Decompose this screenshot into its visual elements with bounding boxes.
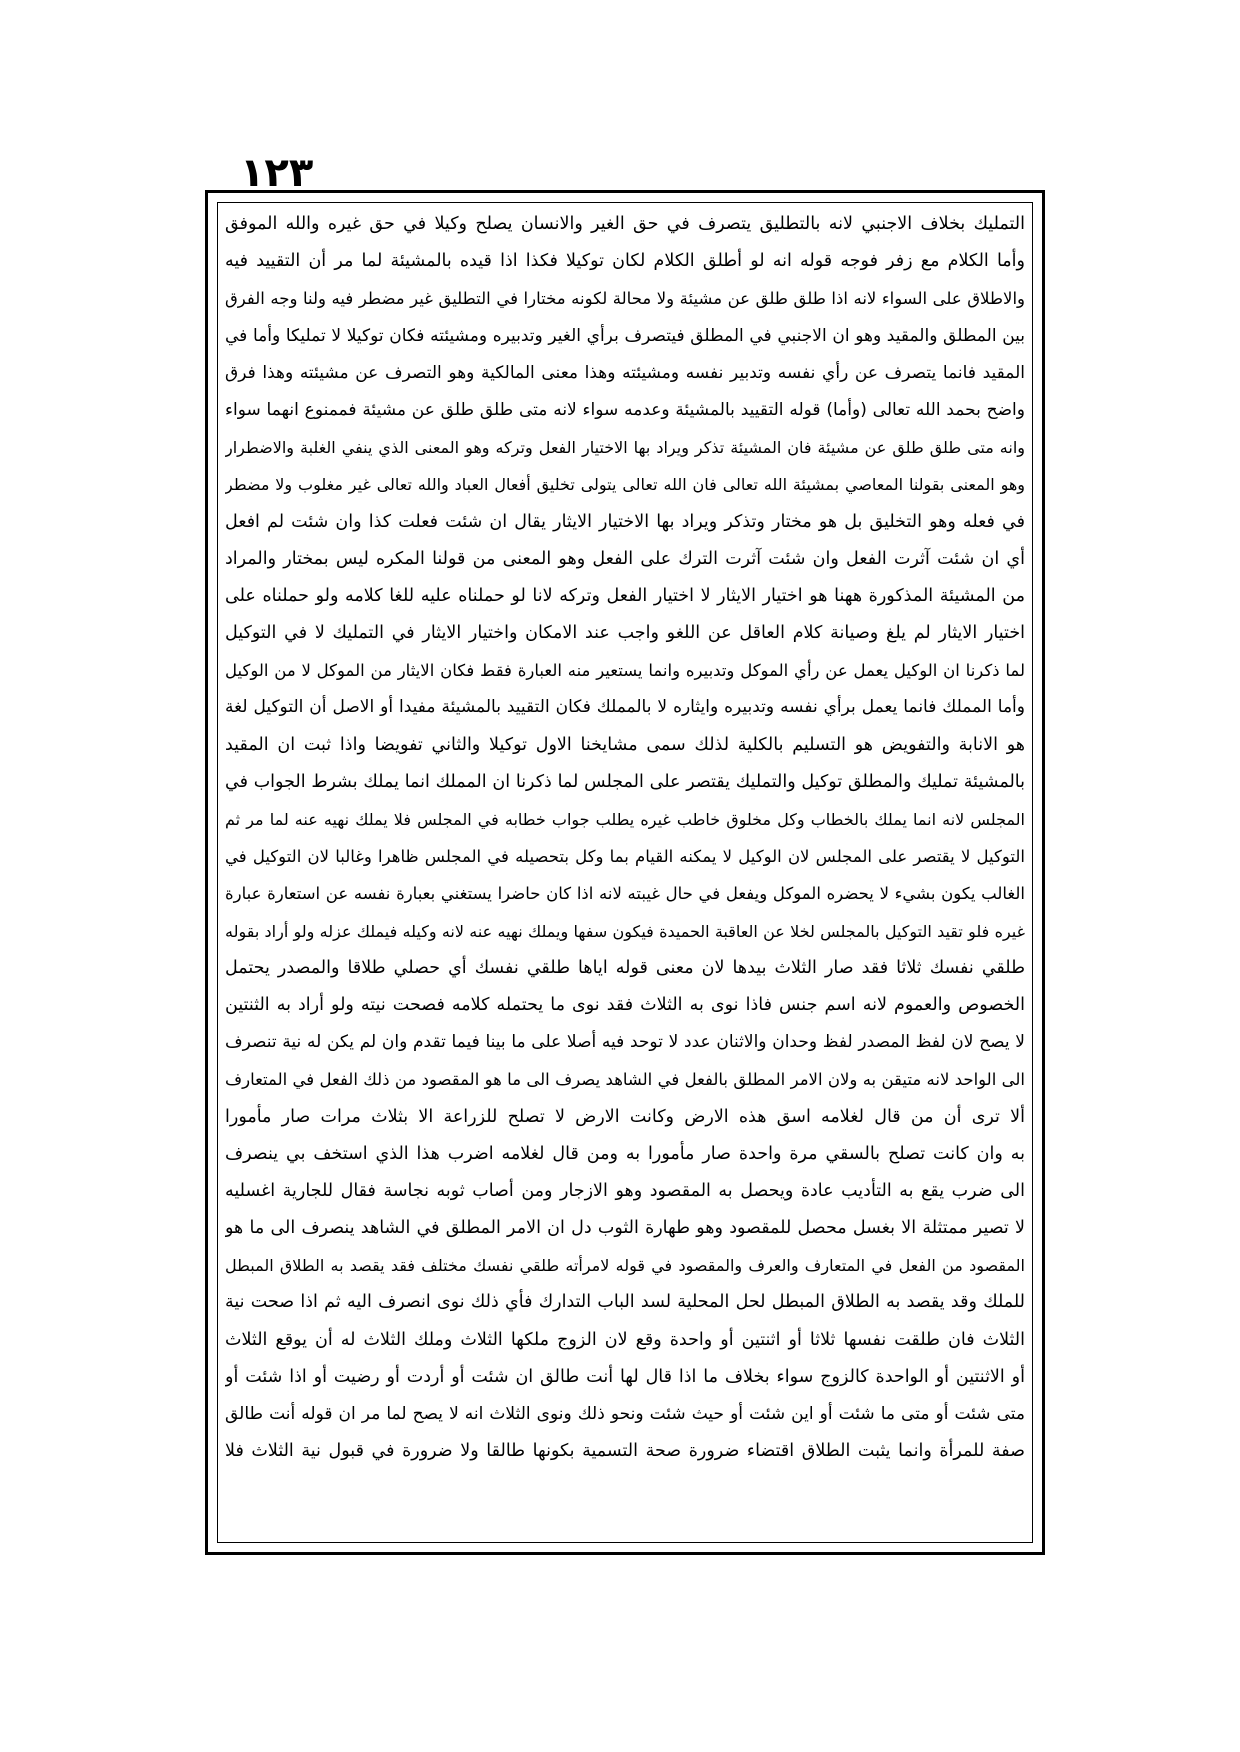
text-line: صفة للمرأة وانما يثبت الطلاق اقتضاء ضرورة صحة التسمية بكونها طالقا ولا ضرورة في قبول نية الثلاث فلا — [225, 1441, 1025, 1462]
text-line: الثلاث فان طلقت نفسها ثلاثا أو اثنتين أو واحدة وقع لان الزوج ملكها الثلاث وملك الثلاث له أن يوقع الثلاث — [225, 1329, 1025, 1350]
text-line: المقيد فانما يتصرف عن رأي نفسه وتدبير نفسه ومشيئته وهذا معنى المالكية وهو التصرف عن مشيئته وهذا فرق — [225, 362, 1025, 383]
text-line: ألا ترى أن من قال لغلامه اسق هذه الارض وكانت الارض لا تصلح للزراعة الا بثلاث مرات صار مأمورا — [225, 1106, 1025, 1127]
text-line: التوكيل لا يقتصر على المجلس لان الوكيل لا يمكنه القيام بما وكل بتحصيله في المجلس ظاهرا وغالبا لان التوكيل في — [225, 847, 1025, 867]
page-number: ۱۲۳ — [240, 150, 314, 196]
text-line: في فعله وهو التخليق بل هو مختار وتذكر ويراد بها الاختيار الايثار يقال ان شئت فعلت كذا وان شئت لم افعل — [225, 511, 1025, 532]
text-line: للملك وقد يقصد به الطلاق المبطل لحل المحلية لسد الباب التدارك فأي ذلك نوى انصرف اليه ثم اذا صحت نية — [225, 1292, 1025, 1313]
text-line: أو الاثنتين أو الواحدة كالزوج سواء بخلاف ما اذا قال لها أنت طالق ان شئت أو أردت أو رضيت أو اذا شئت أو — [225, 1366, 1025, 1387]
text-line: المقصود من الفعل في المتعارف والعرف والمقصود في قوله لامرأته طلقي نفسك مختلف فقد يقصد به الطلاق المبطل — [225, 1256, 1025, 1276]
text-line: هو الانابة والتفويض هو التسليم بالكلية لذلك سمى مشايخنا الاول توكيلا والثاني تفويضا واذا ثبت ان المقيد — [225, 734, 1025, 755]
text-line: بالمشيئة تمليك والمطلق توكيل والتمليك يقتصر على المجلس لما ذكرنا ان المملك انما يملك بشرط الجواب في — [225, 771, 1025, 792]
text-line: غيره فلو تقيد التوكيل بالمجلس لخلا عن العاقبة الحميدة فيكون سفها ويملك نهيه عنه لانه وكيله فيملك عزله ولو أراد بقوله — [225, 921, 1025, 941]
text-line: اختيار الايثار لم يلغ وصيانة كلام العاقل عن اللغو واجب عند الامكان واختيار الايثار في التمليك لا في التوكيل — [225, 623, 1025, 644]
text-line: به وان كانت تصلح بالسقي مرة واحدة صار مأمورا به ومن قال لغلامه اضرب هذا الذي استخف بي ينصرف — [225, 1143, 1025, 1164]
text-line: بين المطلق والمقيد وهو ان الاجنبي في المطلق فيتصرف برأي الغير وتدبيره ومشيئته فكان توكيلا لا تمليكا وأما في — [225, 325, 1025, 346]
text-line: الى الواحد لانه متيقن به ولان الامر المطلق بالفعل في الشاهد يصرف الى ما هو المقصود من ذلك الفعل في المتعارف — [225, 1070, 1025, 1090]
text-line: لا يصح لان لفظ المصدر لفظ وحدان والاثنان عدد لا توحد فيه أصلا على ما بينا فيما تقدم وان لم يكن له نية تنصرف — [225, 1032, 1025, 1053]
text-line: لا تصير ممتثلة الا بغسل محصل للمقصود وهو طهارة الثوب دل ان الامر المطلق في الشاهد ينصرف الى ما هو — [225, 1218, 1025, 1239]
text-line: وأما المملك فانما يعمل برأي نفسه وتدبيره وايثاره لا بالمملك فكان التقييد بالمشيئة مفيدا أو الاصل أن التوكيل لغة — [225, 697, 1025, 718]
text-line: أي ان شئت آثرت الفعل وان شئت آثرت الترك على الفعل وهو المعنى من قولنا المكره ليس بمختار والمراد — [225, 548, 1025, 569]
text-body — [225, 206, 1025, 1546]
text-line: والاطلاق على السواء لانه اذا طلق طلق عن مشيئة ولا محالة لكونه مختارا في التطليق غير مضطر فيه ولنا وجه الفرق — [225, 289, 1025, 309]
text-line: المجلس لانه انما يملك بالخطاب وكل مخلوق خاطب غيره يطلب جواب خطابه في المجلس فلا يملك نهيه عنه لما مر ثم — [225, 810, 1025, 829]
text-line: التمليك بخلاف الاجنبي لانه بالتطليق يتصرف في حق الغير والانسان يصلح وكيلا في حق غيره والله الموفق — [225, 214, 1025, 234]
text-line: واضح بحمد الله تعالى (وأما) قوله التقييد بالمشيئة وعدمه سواء لانه متى طلق طلق عن مشيئة فممنوع انهما سواء — [225, 399, 1025, 420]
text-line: وهو المعنى بقولنا المعاصي بمشيئة الله تعالى فان الله تعالى يتولى تخليق أفعال العباد والله تعالى غير مغلوب ولا مضطر — [225, 475, 1025, 495]
text-line: الغالب يكون بشيء لا يحضره الموكل ويفعل في حال غيبته لانه اذا كان حاضرا يستغني بعبارة نفسه عن استعارة عبارة — [225, 884, 1025, 904]
text-line: متى شئت أو متى ما شئت أو اين شئت أو حيث شئت ونحو ذلك ونوى الثلاث انه لا يصح لما مر ان قوله أنت طالق — [225, 1404, 1025, 1424]
text-line: لما ذكرنا ان الوكيل يعمل عن رأي الموكل وتدبيره وانما يستعير منه العبارة فقط فكان الايثار من الموكل لا من الوكيل — [225, 661, 1025, 681]
text-line: الخصوص والعموم لانه اسم جنس فاذا نوى به الثلاث فقد نوى ما يحتمله كلامه فصحت نيته ولو أراد به الثنتين — [225, 994, 1025, 1015]
text-line: من المشيئة المذكورة ههنا هو اختيار الايثار لا اختيار الفعل وتركه لانا لو حملناه عليه للغا كلامه ولو حملناه على — [225, 585, 1025, 606]
text-line: طلقي نفسك ثلاثا فقد صار الثلاث بيدها لان معنى قوله اياها طلقي نفسك أي حصلي طلاقا والمصدر يحتمل — [225, 957, 1025, 978]
text-line: وأما الكلام مع زفر فوجه قوله انه لو أطلق الكلام لكان توكيلا فكذا اذا قيده بالمشيئة لما مر أن التقييد فيه — [225, 251, 1025, 272]
text-line: الى ضرب يقع به التأديب عادة ويحصل به المقصود وهو الازجار ومن أصاب ثوبه نجاسة فقال للجارية اغسليه — [225, 1180, 1025, 1201]
text-line: وانه متى طلق طلق عن مشيئة فان المشيئة تذكر ويراد بها الاختيار الفعل وتركه وهو المعنى الذي ينفي الغلبة والاضطرار — [225, 438, 1025, 458]
